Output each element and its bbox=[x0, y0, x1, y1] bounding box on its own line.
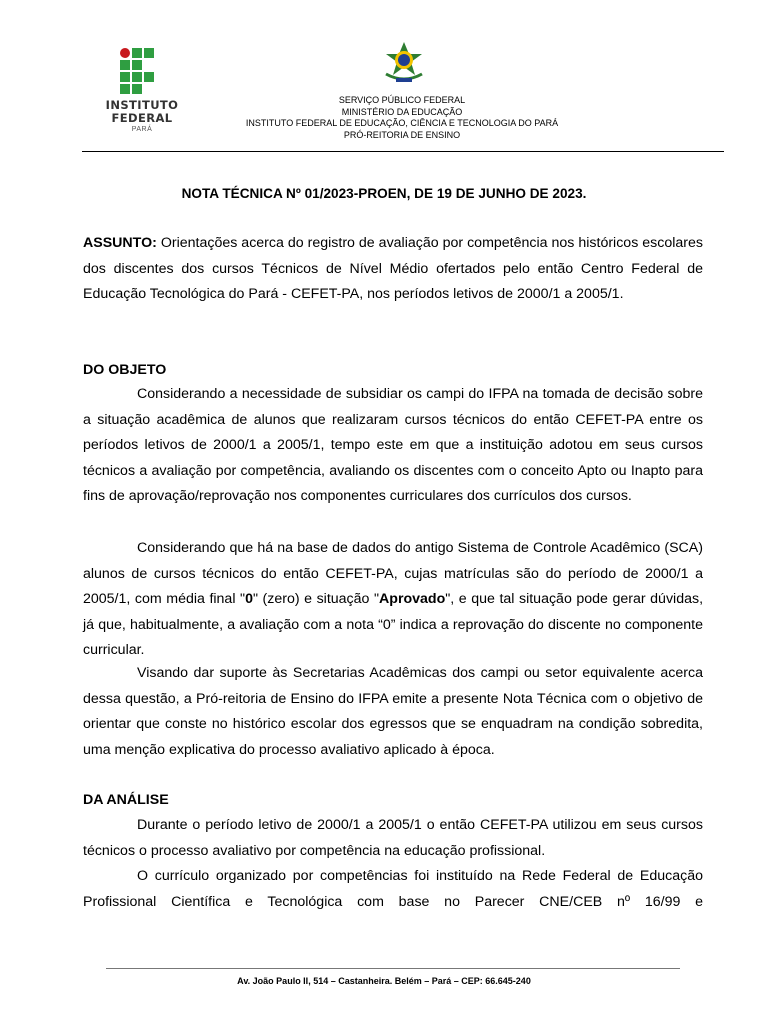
footer-divider bbox=[106, 968, 680, 969]
coat-of-arms-icon bbox=[380, 40, 428, 88]
logo-text-instituto: INSTITUTO bbox=[105, 98, 179, 112]
assunto-label: ASSUNTO: bbox=[83, 235, 157, 251]
footer-address: Av. João Paulo II, 514 – Castanheira. Belém – Pará – CEP: 66.645-240 bbox=[237, 976, 531, 986]
document-title: NOTA TÉCNICA Nº 01/2023-PROEN, DE 19 DE JUNHO DE 2023. bbox=[181, 186, 587, 201]
header-line-3: INSTITUTO FEDERAL DE EDUCAÇÃO, CIÊNCIA E TECNOLOGIA DO PARÁ bbox=[245, 118, 559, 128]
analise-paragraph-2 bbox=[83, 864, 703, 915]
assunto-paragraph bbox=[83, 231, 703, 308]
header-line-2: MINISTÉRIO DA EDUCAÇÃO bbox=[341, 106, 463, 117]
header-divider bbox=[82, 151, 724, 152]
analise-paragraph-1 bbox=[83, 813, 703, 864]
logo-text-para: PARÁ bbox=[131, 126, 153, 133]
analise-p1-text: Durante o período letivo de 2000/1 a 2005/1 o então CEFET-PA utilizou em seus cursos técnicos o processo avaliativo por competência na educação profissional. bbox=[83, 817, 703, 859]
objeto-paragraph-2 bbox=[83, 536, 703, 664]
objeto-paragraph-3 bbox=[83, 661, 703, 763]
objeto-p2-zero: 0 bbox=[245, 591, 253, 607]
heading-do-objeto: DO OBJETO bbox=[83, 362, 167, 378]
objeto-p2-text-c: ", e que tal situação pode gerar dúvidas, já que, habitualmente, a avaliação com a nota “0” indica a reprovação do discente no componente curricular. bbox=[83, 591, 704, 658]
ifpa-logo-mark bbox=[120, 48, 166, 94]
objeto-p2-text-a: Considerando que há na base de dados do antigo Sistema de Controle Acadêmico (SCA) alunos de cursos técnicos do então CEFET-PA, cujas matrículas são do período de 2000/1 a 2005/1, com média final " bbox=[83, 540, 703, 607]
objeto-p3-text: Visando dar suporte às Secretarias Acadêmicas dos campi ou setor equivalente acerca dessa questão, a Pró-reitoria de Ensino do IFPA emite a presente Nota Técnica com o objetivo de orientar que conste no histórico escolar dos egressos que se enquadram na condição sobredita, uma menção explicativa do processo avaliativo aplicado à época. bbox=[83, 665, 703, 758]
heading-da-analise: DA ANÁLISE bbox=[83, 792, 169, 808]
header-line-4: PRÓ-REITORIA DE ENSINO bbox=[343, 129, 461, 140]
analise-p2-text: O currículo organizado por competências foi instituído na Rede Federal de Educação Profissional Científica e Tecnológica com base no Parecer CNE/CEB nº 16/99 e bbox=[83, 868, 703, 910]
assunto-text: Orientações acerca do registro de avaliação por competência nos históricos escolares dos discentes dos cursos Técnicos de Nível Médio ofertados pelo então Centro Federal de Educação Tecnológica do Pará - CEFET-PA, nos períodos letivos de 2000/1 a 2005/1. bbox=[83, 235, 703, 302]
objeto-p2-aprovado: Aprovado bbox=[379, 591, 446, 607]
objeto-p1-text: Considerando a necessidade de subsidiar os campi do IFPA na tomada de decisão sobre a situação acadêmica de alunos que realizaram cursos técnicos do então CEFET-PA entre os períodos letivos de 2000/1 a 2005/1, tempo este em que a instituição adotou em seus cursos técnicos a avaliação por competência, avaliando os discentes com o conceito Apto ou Inapto para fins de aprovação/reprovação nos componentes curriculares dos currículos dos cursos. bbox=[83, 386, 703, 504]
header-line-1: SERVIÇO PÚBLICO FEDERAL bbox=[338, 95, 466, 105]
logo-text-federal: FEDERAL bbox=[111, 111, 173, 125]
objeto-paragraph-1 bbox=[83, 382, 703, 510]
header-institution bbox=[0, 95, 768, 141]
objeto-p2-text-b: " (zero) e situação " bbox=[252, 591, 380, 607]
